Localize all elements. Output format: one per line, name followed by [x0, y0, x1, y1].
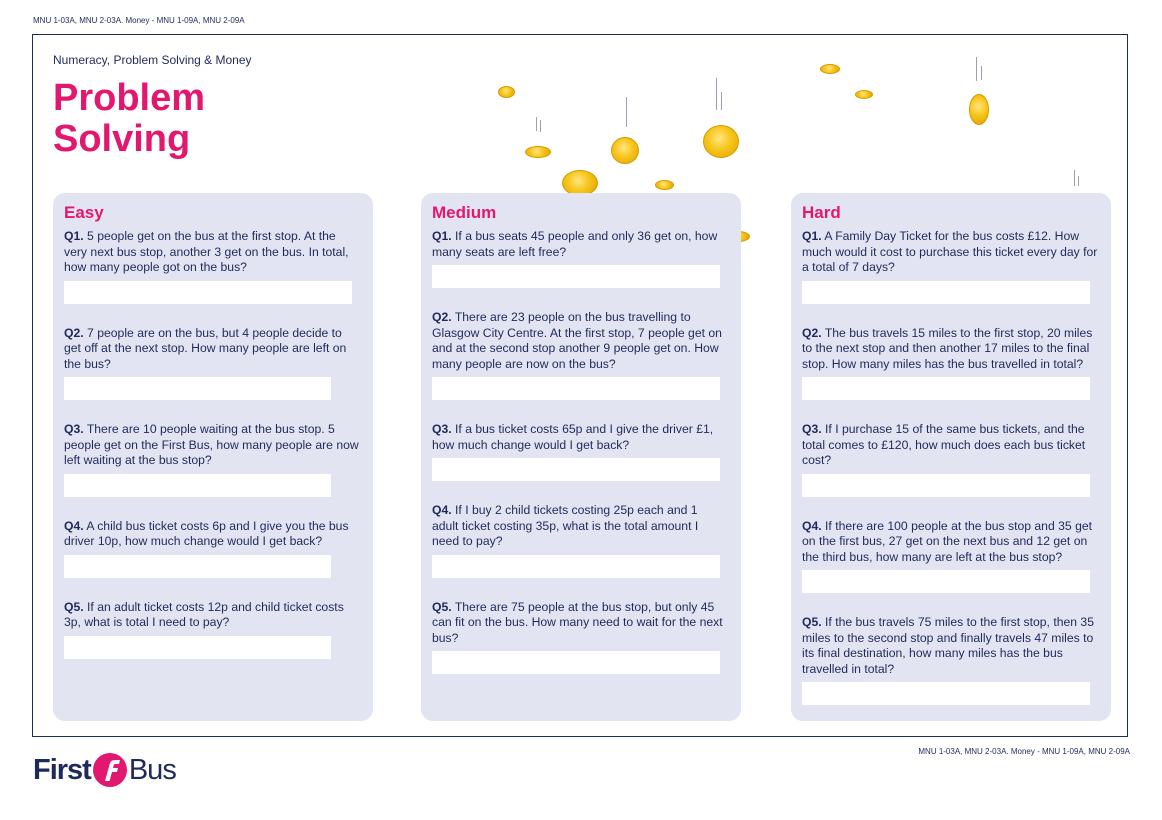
question-number: Q4.: [802, 518, 822, 533]
question-body: 5 people get on the bus at the first stop. At the very next bus stop, another 3 get on the bus. In total, how many people got on the bus?: [64, 229, 349, 274]
question-text: [802, 519, 1100, 566]
title-line-1: Problem: [53, 77, 206, 119]
coin-icon: [969, 94, 989, 125]
question-body: A Family Day Ticket for the bus costs £12. How much would it cost to purchase this ticket every day for a total of 7 days?: [802, 229, 1098, 274]
question-body: The bus travels 15 miles to the first stop, 20 miles to the next stop and then another 17 miles to the final stop. How many miles has the bus travelled in total?: [802, 325, 1093, 371]
column-heading-hard: Hard: [802, 203, 841, 222]
question-text: [432, 600, 730, 647]
coin-icon: [525, 146, 551, 158]
column-heading-easy: Easy: [64, 203, 104, 222]
question-body: There are 10 people waiting at the bus stop. 5 people get on the First Bus, how many people are now left waiting at the bus stop?: [64, 422, 359, 467]
coin-icon: [820, 64, 840, 74]
answer-field[interactable]: [64, 281, 352, 304]
logo-word-bus: Bus: [128, 753, 176, 786]
answer-field[interactable]: [64, 377, 331, 400]
motion-streak: [1074, 170, 1075, 186]
question-body: If a bus ticket costs 65p and I give the driver £1, how much change would I get back?: [432, 422, 714, 452]
first-bus-logo: [33, 752, 176, 788]
question-text: [802, 422, 1100, 469]
answer-field[interactable]: [802, 570, 1090, 593]
question-body: If I buy 2 child tickets costing 25p each and 1 adult ticket costing 35p, what is the total amount I need to pay?: [432, 503, 699, 548]
motion-streak: [976, 57, 977, 81]
question-number: Q1.: [802, 229, 822, 243]
coin-icon: [855, 90, 873, 99]
curriculum-code-bottom: MNU 1-03A, MNU 2-03A. Money - MNU 1-09A, MNU 2-09A: [918, 747, 1130, 756]
hard-column: [791, 193, 1111, 721]
motion-streak: [721, 92, 722, 110]
page-title: [53, 78, 313, 160]
question-body: If an adult ticket costs 12p and child ticket costs 3p, what is total I need to pay?: [64, 599, 344, 629]
question-body: If the bus travels 75 miles to the first stop, then 35 miles to the second stop and finally travels 47 miles to its final destination, how many miles has the bus travelled in total?: [802, 615, 1094, 676]
answer-field[interactable]: [64, 474, 331, 497]
question-number: Q4.: [432, 503, 452, 517]
question-body: If a bus seats 45 people and only 36 get on, how many seats are left free?: [432, 229, 718, 259]
question-text: [802, 615, 1100, 677]
coin-icon: [703, 125, 739, 158]
question-body: There are 23 people on the bus travelling to Glasgow City Centre. At the first stop, 7 people get on and at the second stop another 9 people get on. How many people are now on the bus?: [432, 310, 722, 371]
column-heading-medium: Medium: [432, 203, 497, 222]
motion-streak: [716, 78, 717, 110]
motion-streak: [540, 120, 541, 132]
question-number: Q5.: [64, 599, 84, 614]
question-text: [432, 310, 730, 372]
answer-field[interactable]: [802, 281, 1090, 304]
question-number: Q3.: [64, 422, 84, 436]
first-f-roundel-icon: [92, 752, 128, 788]
answer-field[interactable]: [64, 636, 331, 659]
title-line-2: Solving: [53, 118, 191, 160]
answer-field[interactable]: [802, 682, 1090, 705]
question-text: [64, 600, 362, 631]
question-text: [432, 503, 717, 550]
question-number: Q1.: [64, 229, 84, 243]
question-number: Q2.: [432, 310, 452, 324]
question-number: Q3.: [802, 422, 822, 436]
question-body: A child bus ticket costs 6p and I give you the bus driver 10p, how much change would I get back?: [64, 518, 349, 548]
answer-field[interactable]: [432, 265, 720, 288]
question-text: [432, 229, 730, 260]
worksheet-subtitle: Numeracy, Problem Solving & Money: [53, 53, 252, 67]
answer-field[interactable]: [802, 474, 1090, 497]
question-number: Q5.: [432, 599, 452, 614]
question-number: Q5.: [802, 615, 822, 629]
answer-field[interactable]: [64, 555, 331, 578]
motion-streak: [536, 117, 537, 131]
question-text: [64, 229, 362, 276]
question-text: [432, 422, 730, 453]
question-number: Q2.: [802, 325, 822, 340]
question-body: If there are 100 people at the bus stop and 35 get on the first bus, 27 get on the next bus and 12 get on the third bus, how many are left at the bus stop?: [802, 518, 1093, 564]
question-number: Q2.: [64, 325, 84, 340]
question-text: [802, 229, 1100, 276]
question-body: There are 75 people at the bus stop, but only 45 can fit on the bus. How many need to wait for the next bus?: [432, 599, 723, 645]
answer-field[interactable]: [432, 555, 720, 578]
answer-field[interactable]: [432, 458, 720, 481]
question-text: [64, 422, 362, 469]
question-body: If I purchase 15 of the same bus tickets, and the total comes to £120, how much does each bus ticket cost?: [802, 422, 1086, 467]
coin-icon: [655, 180, 674, 190]
question-number: Q1.: [432, 229, 452, 243]
curriculum-code-top: MNU 1-03A, MNU 2-03A. Money - MNU 1-09A, MNU 2-09A: [33, 16, 245, 25]
medium-column: [421, 193, 741, 721]
answer-field[interactable]: [802, 377, 1090, 400]
answer-field[interactable]: [432, 651, 720, 674]
motion-streak: [626, 97, 627, 127]
motion-streak: [981, 66, 982, 80]
question-number: Q3.: [432, 422, 452, 436]
question-text: [802, 326, 1100, 373]
question-text: [64, 519, 349, 550]
logo-word-first: First: [33, 753, 91, 786]
answer-field[interactable]: [432, 377, 720, 400]
motion-streak: [1078, 176, 1079, 186]
easy-column: [53, 193, 373, 721]
question-number: Q4.: [64, 518, 84, 533]
coin-icon: [611, 137, 639, 164]
question-body: 7 people are on the bus, but 4 people decide to get off at the next stop. How many people are left on the bus?: [64, 325, 347, 371]
coin-icon: [498, 86, 515, 98]
question-text: [64, 326, 362, 373]
